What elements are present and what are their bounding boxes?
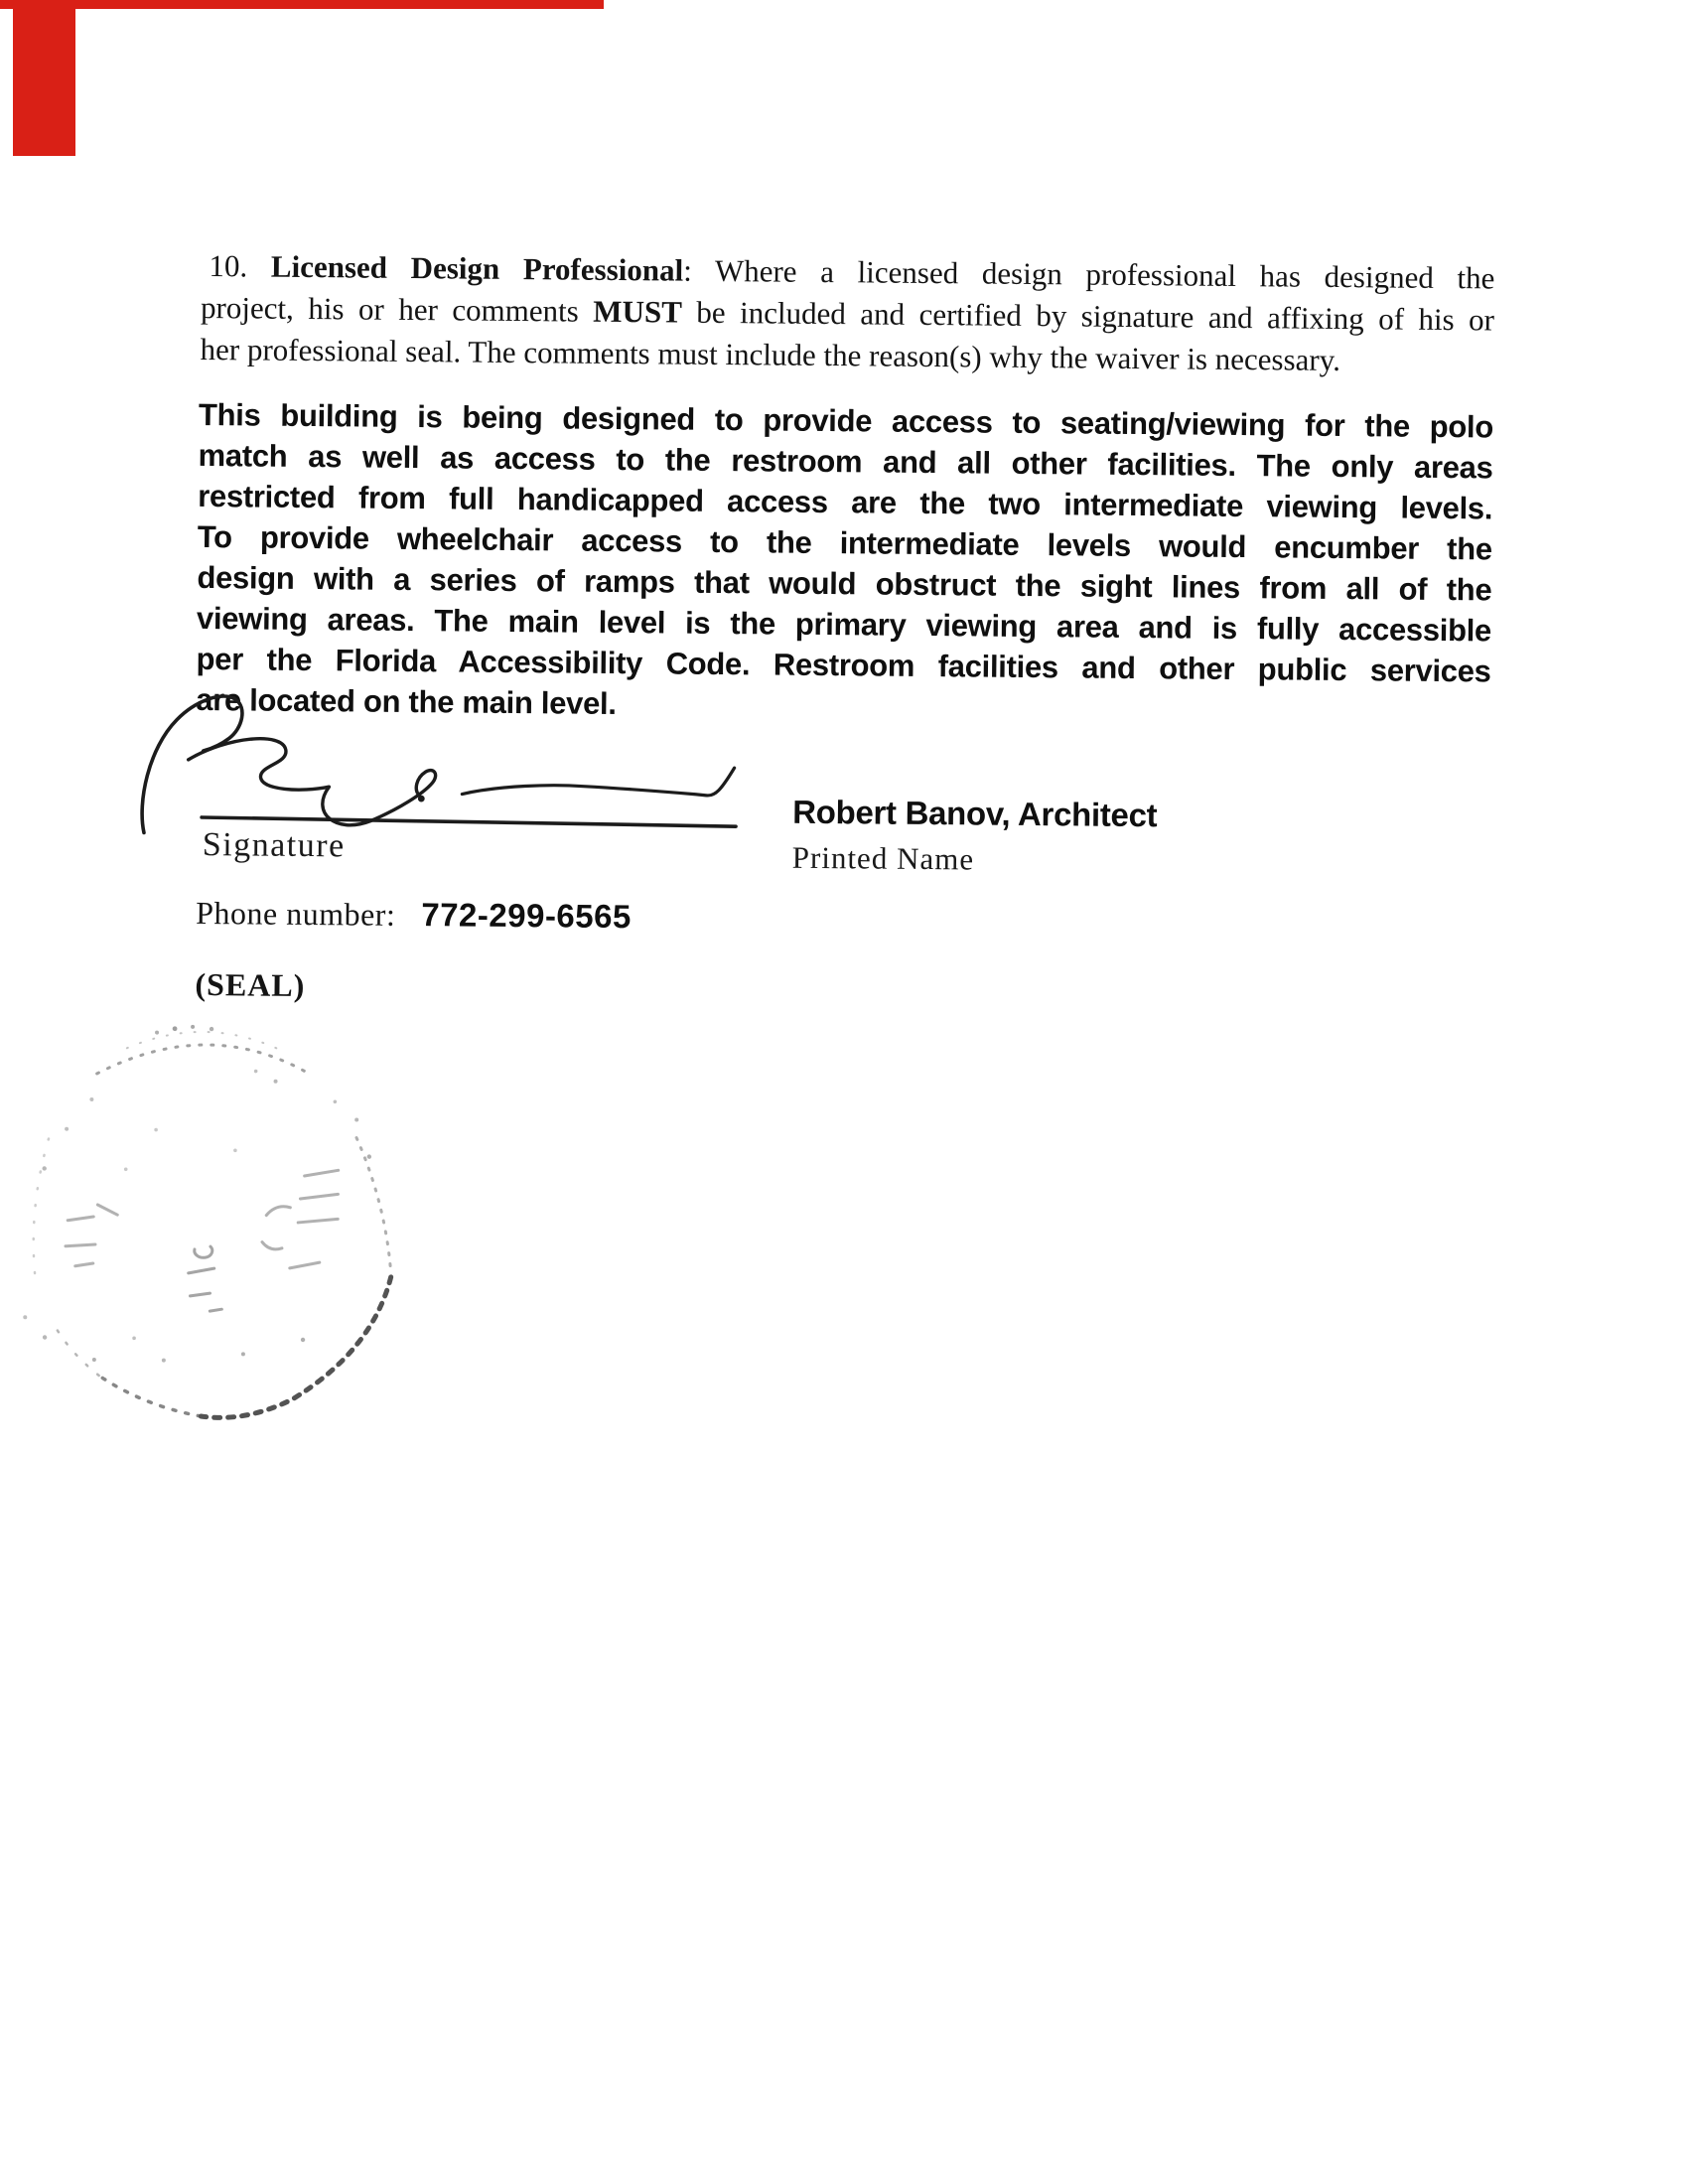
response-paragraph (196, 394, 1493, 733)
paragraph-line: per the Florida Accessibility Code. Restroom facilities and other public services (196, 641, 1491, 689)
seal-caption: (SEAL) (195, 965, 306, 1003)
text-segment: : Where a licensed design professional has designed the (683, 252, 1495, 296)
seal-stamp (4, 1009, 405, 1442)
printed-name-label: Printed Name (791, 839, 975, 877)
paragraph-line: viewing areas. The main level is the primary viewing area and is fully accessible (196, 600, 1492, 649)
paragraph-line: This building is being designed to provide access to seating/viewing for the polo (198, 396, 1494, 445)
instruction-paragraph (200, 245, 1494, 383)
text-segment: be included and certified by signature and affixing of his or (681, 294, 1495, 338)
handwritten-signature (134, 692, 746, 847)
paragraph-line: are located on the main level. (196, 681, 617, 721)
text-segment: her professional seal. The comments must include the reason(s) why the waiver is necessary. (200, 331, 1341, 377)
printed-name: Robert Banov, Architect (792, 793, 1158, 834)
paragraph-line: match as well as access to the restroom and all other facilities. The only areas (198, 437, 1493, 486)
text-segment: project, his or her comments (200, 289, 594, 329)
text-segment: 10. (209, 248, 272, 284)
phone-label: Phone number: (196, 894, 396, 933)
phone-row (196, 894, 632, 936)
text-segment-bold: Licensed Design Professional (270, 248, 684, 288)
text-segment-bold: MUST (593, 293, 683, 330)
paragraph-line: To provide wheelchair access to the intermediate levels would encumber the (197, 518, 1492, 567)
paragraph-line: design with a series of ramps that would obstruct the sight lines from all of the (197, 559, 1492, 608)
phone-number: 772-299-6565 (421, 896, 633, 936)
paragraph-line: restricted from full handicapped access are the two intermediate viewing levels. (198, 478, 1493, 526)
signature-label: Signature (202, 825, 346, 865)
